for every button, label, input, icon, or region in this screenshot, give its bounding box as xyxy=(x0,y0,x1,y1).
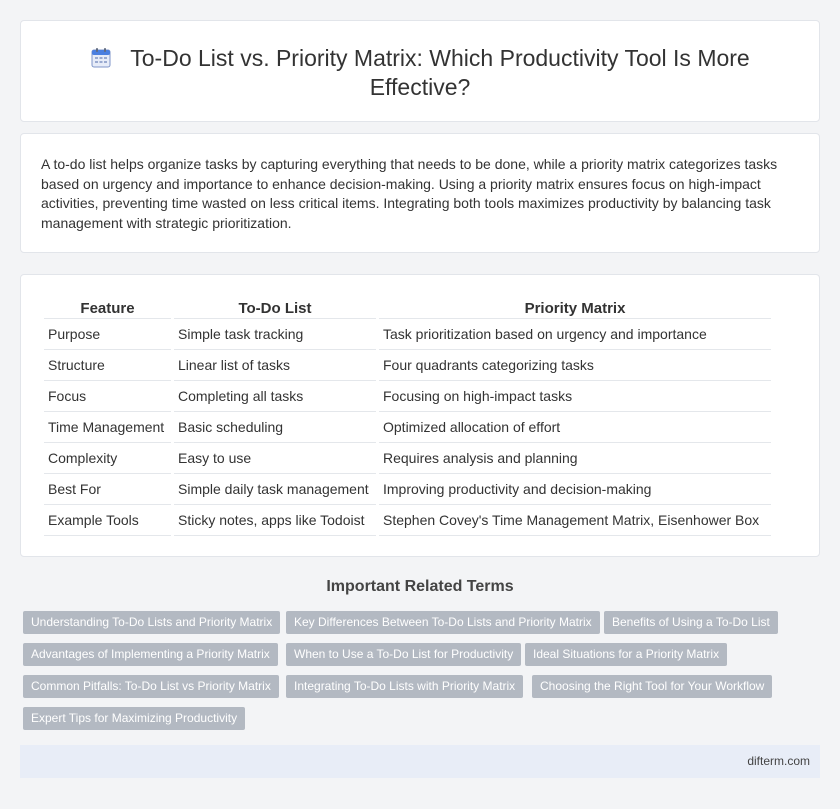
table-row xyxy=(44,505,771,536)
table-cell: Best For xyxy=(44,474,171,505)
table-row xyxy=(44,350,771,381)
table-cell: Purpose xyxy=(44,319,171,350)
table-cell: Linear list of tasks xyxy=(174,350,376,381)
related-term-tag[interactable]: Integrating To-Do Lists with Priority Matrix xyxy=(286,675,523,698)
table-cell: Improving productivity and decision-making xyxy=(379,474,771,505)
table-cell: Optimized allocation of effort xyxy=(379,412,771,443)
table-cell: Focus xyxy=(44,381,171,412)
table-row xyxy=(44,474,771,505)
calendar-icon xyxy=(90,47,112,69)
column-header-feature: Feature xyxy=(44,295,171,319)
page-title xyxy=(60,44,780,102)
table-row xyxy=(44,319,771,350)
table-cell: Easy to use xyxy=(174,443,376,474)
table-cell: Simple daily task management xyxy=(174,474,376,505)
table-row xyxy=(44,381,771,412)
related-term-tag[interactable]: Key Differences Between To-Do Lists and Priority Matrix xyxy=(286,611,600,634)
table-cell: Task prioritization based on urgency and importance xyxy=(379,319,771,350)
related-term-tag[interactable]: Ideal Situations for a Priority Matrix xyxy=(525,643,727,666)
related-term-tag[interactable]: Expert Tips for Maximizing Productivity xyxy=(23,707,245,730)
table-cell: Sticky notes, apps like Todoist xyxy=(174,505,376,536)
related-term-tag[interactable]: Common Pitfalls: To-Do List vs Priority Matrix xyxy=(23,675,279,698)
column-header-todo-list: To-Do List xyxy=(174,295,376,319)
page-title-text: To-Do List vs. Priority Matrix: Which Productivity Tool Is More Effective? xyxy=(130,45,750,100)
header-card xyxy=(20,20,820,122)
footer-site-name[interactable]: difterm.com xyxy=(747,754,810,768)
table-row xyxy=(44,412,771,443)
table-row xyxy=(44,443,771,474)
related-terms-heading: Important Related Terms xyxy=(326,578,514,595)
comparison-table-card xyxy=(20,274,820,557)
related-term-tag[interactable]: Understanding To-Do Lists and Priority Matrix xyxy=(23,611,280,634)
table-cell: Basic scheduling xyxy=(174,412,376,443)
table-cell: Structure xyxy=(44,350,171,381)
table-cell: Time Management xyxy=(44,412,171,443)
table-header-row xyxy=(44,295,771,319)
footer xyxy=(20,745,820,778)
table-cell: Example Tools xyxy=(44,505,171,536)
related-term-tag[interactable]: Benefits of Using a To-Do List xyxy=(604,611,778,634)
table-cell: Simple task tracking xyxy=(174,319,376,350)
table-cell: Completing all tasks xyxy=(174,381,376,412)
table-cell: Complexity xyxy=(44,443,171,474)
table-cell: Requires analysis and planning xyxy=(379,443,771,474)
intro-card xyxy=(20,133,820,253)
table-cell: Stephen Covey's Time Management Matrix, Eisenhower Box xyxy=(379,505,771,536)
comparison-table xyxy=(41,295,774,536)
table-cell: Four quadrants categorizing tasks xyxy=(379,350,771,381)
related-term-tag[interactable]: Advantages of Implementing a Priority Matrix xyxy=(23,643,278,666)
related-term-tag[interactable]: When to Use a To-Do List for Productivity xyxy=(286,643,521,666)
table-cell: Focusing on high-impact tasks xyxy=(379,381,771,412)
intro-paragraph: A to-do list helps organize tasks by capturing everything that needs to be done, while a priority matrix categorizes tasks based on urgency and importance to enhance decision-making. Using a priority matrix ensures focus on high-impact activities, preventing time wasted on less critical items. Integrating both tools maximizes productivity by balancing task management with strategic prioritization. xyxy=(41,156,778,231)
related-term-tag[interactable]: Choosing the Right Tool for Your Workflow xyxy=(532,675,772,698)
column-header-priority-matrix: Priority Matrix xyxy=(379,295,771,319)
